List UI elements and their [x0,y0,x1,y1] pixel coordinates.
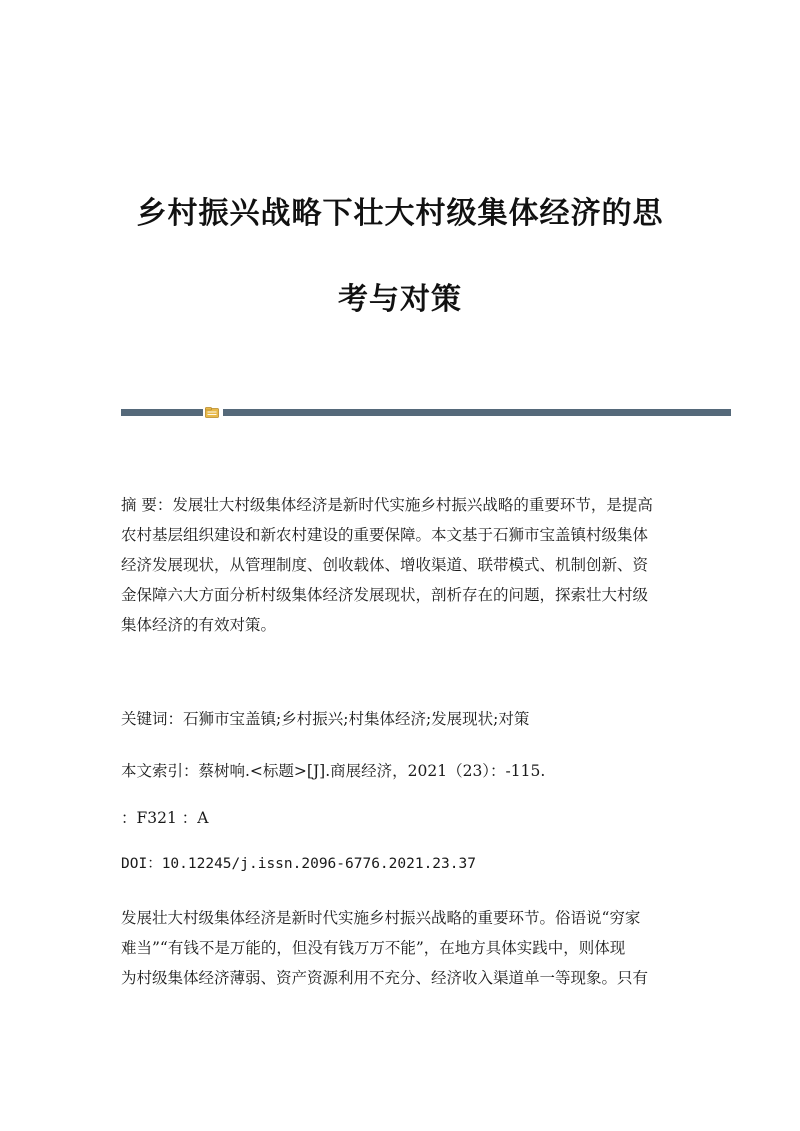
folder-icon [205,407,219,418]
abstract-line: 农村基层组织建设和新农村建设的重要保障。本文基于石狮市宝盖镇村级集体 [121,526,649,544]
abstract-line: 经济发展现状，从管理制度、创收载体、增收渠道、联带模式、机制创新、资 [121,556,649,574]
body-line: 发展壮大村级集体经济是新时代实施乡村振兴战略的重要环节。俗语说“穷家 [121,909,641,927]
body-line: 难当”“有钱不是万能的，但没有钱万万不能”，在地方具体实践中，则体现 [121,939,626,957]
abstract-line: 摘 要：发展壮大村级集体经济是新时代实施乡村振兴战略的重要环节，是提高 [121,496,653,514]
abstract-line: 金保障六大方面分析村级集体经济发展现状，剖析存在的问题，探索壮大村级 [121,586,649,604]
body-line: 为村级集体经济薄弱、资产资源利用不充分、经济收入渠道单一等现象。只有 [121,969,649,987]
doi: DOI：10.12245/j.issn.2096-6776.2021.23.37 [121,856,476,872]
abstract-line: 集体经济的有效对策。 [121,616,277,634]
title-line-2: 考与对策 [338,282,462,317]
abstract [121,490,681,640]
divider-right [223,409,731,416]
title-line-1: 乡村振兴战略下壮大村级集体经济的思 [136,196,664,231]
divider-left [121,409,203,416]
citation: 本文索引：蔡树响.<标题>[J].商展经济，2021（23）：-115. [121,762,546,780]
keywords: 关键词：石狮市宝盖镇;乡村振兴;村集体经济;发展现状;对策 [121,710,530,728]
classification-code: ：F321 ：A [121,809,209,827]
body-paragraph [121,903,681,993]
